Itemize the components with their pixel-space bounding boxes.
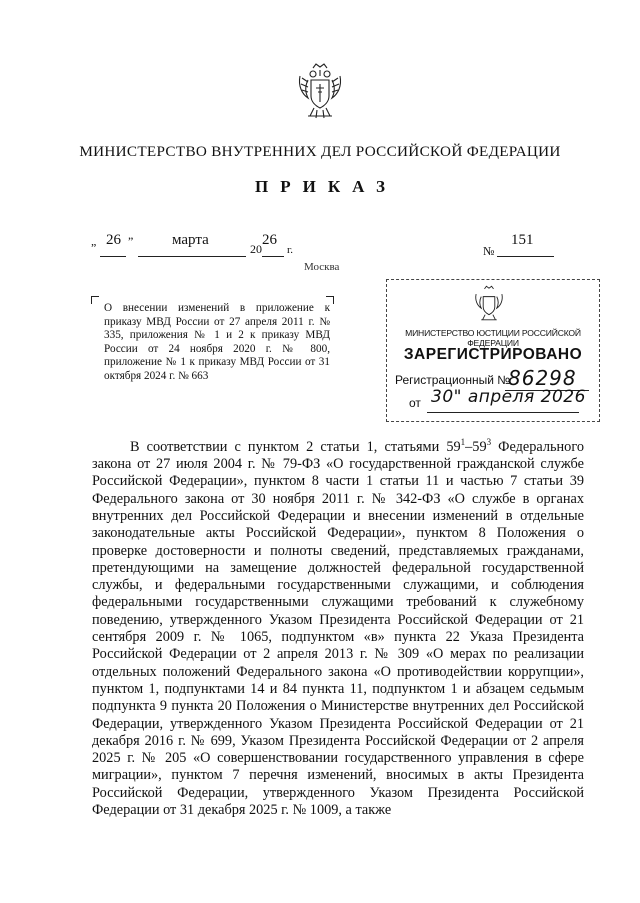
open-quote: „	[91, 234, 97, 248]
stamp-ministry: МИНИСТЕРСТВО ЮСТИЦИИ РОССИЙСКОЙ ФЕДЕРАЦИИ	[405, 328, 581, 348]
order-month: марта	[172, 232, 209, 248]
order-title: ПРИКАЗ	[255, 177, 397, 196]
stamp-registered: ЗАРЕГИСТРИРОВАНО	[403, 346, 583, 363]
coat-of-arms-icon	[296, 62, 344, 124]
stamp-emblem-icon	[471, 285, 507, 325]
stamp-date-underline	[427, 412, 579, 413]
ministry-name: МИНИСТЕРСТВО ВНУТРЕННИХ ДЕЛ РОССИЙСКОЙ ФЕДЕРАЦИИ	[79, 143, 561, 160]
city: Москва	[304, 261, 340, 273]
stamp-reg-number: 86298	[508, 366, 577, 390]
stamp-reg-label: Регистрационный №	[395, 373, 511, 387]
stamp-date: 30" апреля 2026	[431, 387, 586, 407]
stamp-from-label: от	[409, 396, 421, 410]
registration-stamp	[386, 279, 600, 422]
year-prefix: 20	[250, 242, 262, 256]
number-underline	[497, 256, 554, 257]
number-label: №	[483, 244, 495, 258]
month-underline	[138, 256, 246, 257]
subject-bracket-left	[91, 296, 99, 304]
order-subject: О внесении изменений в приложение к приказу МВД России от 27 апреля 2011 г. № 335, приложения № 1 и 2 к приказу МВД России от 24 ноября 2020 г. № 800, приложение № 1 к приказу МВД России от 31 октября 2024 г. № 663	[104, 302, 330, 382]
year-suffix: 26	[262, 232, 277, 248]
year-label: г.	[287, 244, 294, 256]
order-body-paragraph: В соответствии с пунктом 2 статьи 1, статьями $59^1-59^3$ Федерального закона от 27 июля 2004 г. № 79-ФЗ «О государственной гражданской службе Российской Федерации», пунктом 8 части 1 статьи 11 и частью 7 статьи 39 Федерального закона от 30 ноября 2011 г. № 342-ФЗ «О службе в органах внутренних дел Российской Федерации и внесении изменений в отдельные законодательные акты Российской Федерации», пунктом 8 Положения о проверке достоверности и полноты сведений, представляемых гражданами, претендующими на замещение должностей федеральной государственной службы, и федеральными государственными служащими, и соблюдения федеральными государственными служащими требований к служебному поведению, утвержденного Указом Президента Российской Федерации от 21 сентября 2009 г. № 1065, подпунктом «в» пункта 22 Указа Президента Российской Федерации от 2 апреля 2013 г. № 309 «О мерах по реализации отдельных положений Федерального закона «О противодействии коррупции», пунктом 1, подпунктами 14 и 84 пункта 11, подпунктом 1 и абзацем седьмым подпункта 9 пункта 20 Положения о Министерстве внутренних дел Российской Федерации, утвержденного Указом Президента Российской Федерации от 21 декабря 2016 г. № 699, Указом Президента Российской Федерации от 2 апреля 2025 г. № 205 «О совершенствовании государственного управления в сфере миграции», пунктом 7 перечня изменений, вносимых в акты Президента Российской Федерации, утвержденного Указом Президента Российской Федерации от 31 декабря 2025 г. № 1009, а также	[92, 437, 584, 818]
year-underline	[262, 256, 284, 257]
day-underline	[100, 256, 126, 257]
order-day: 26	[106, 232, 121, 248]
order-number: 151	[511, 232, 534, 248]
close-quote: ”	[128, 234, 134, 248]
